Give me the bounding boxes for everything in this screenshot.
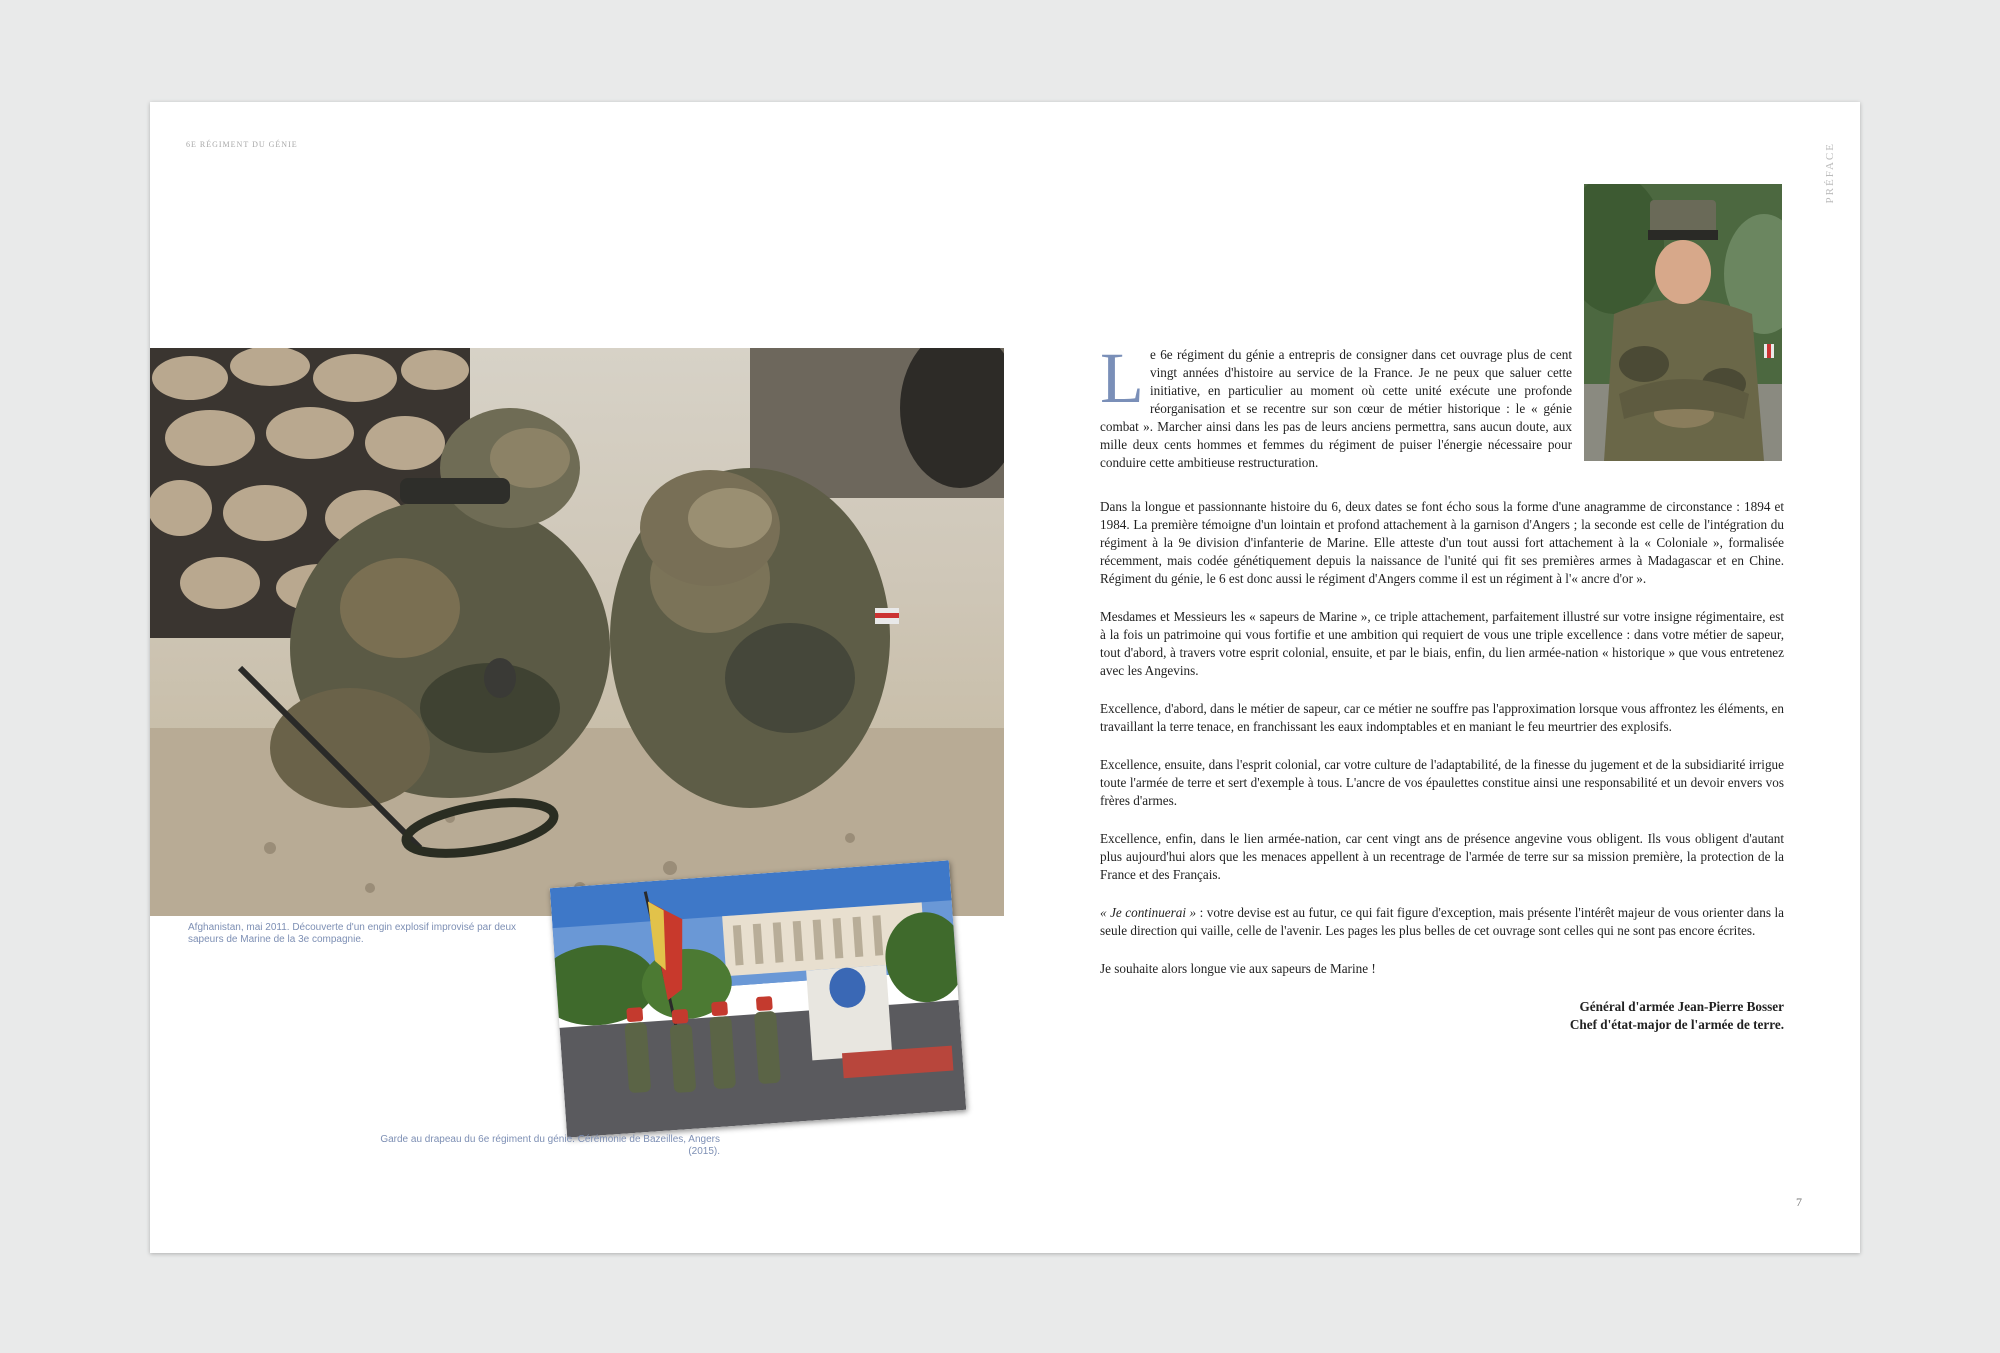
- preface-paragraph-2: Dans la longue et passionnante histoire du 6, deux dates se font écho sous la forme d'une anagramme de circonstance : 1894 et 1984. La première témoigne d'un lointain et profond attachement à la garnison d'Angers ; la seconde est celle de l'intégration du régiment à la 9e division d'infanterie de Marine. Elle atteste d'un tout aussi fort attachement à la « Coloniale », formalisée récemment, mais codée génétiquement depuis la naissance de l'unité qui fit ses premières armes à Madagascar et en Chine. Régiment du génie, le 6 est donc aussi le régiment d'Angers comme il est un régiment à l'« ancre d'or ».: [1100, 499, 1784, 586]
- ceremony-photo-caption: Garde au drapeau du 6e régiment du génie. Cérémonie de Bazeilles, Angers (2015).: [380, 1134, 720, 1157]
- preface-paragraph-6: Excellence, enfin, dans le lien armée-nation, car cent vingt ans de présence angevine vous obligent. Ils vous obligent d'autant plus aujourd'hui alors que les menaces appellent à un recentrage de l'armée de terre sur sa mission première, la protection de la France et des Français.: [1100, 831, 1784, 882]
- signature-name: Général d'armée Jean-Pierre Bosser: [1579, 999, 1784, 1014]
- preface-text: [1100, 338, 1784, 1034]
- signature-title: Chef d'état-major de l'armée de terre.: [1569, 1017, 1784, 1032]
- signature: [1100, 998, 1784, 1034]
- ceremony-photo: [550, 860, 966, 1137]
- preface-paragraph-3: Mesdames et Messieurs les « sapeurs de Marine », ce triple attachement, parfaitement illustré sur votre insigne régimentaire, est à la fois un patrimoine qui vous fortifie et une ambition qui requiert de vous une triple excellence : dans votre métier de sapeur, tout d'abord, à travers votre esprit colonial, ensuite, et par le biais, enfin, du lien armée-nation « historique » que vous entretenez avec les Angevins.: [1100, 609, 1784, 678]
- page-number: 7: [1796, 1195, 1802, 1209]
- section-tab: PRÉFACE: [1824, 142, 1836, 204]
- preface-paragraph-5: Excellence, ensuite, dans l'esprit colonial, car votre culture de l'adaptabilité, de la finesse du jugement et de la subsidiarité irrigue toute l'armée de terre et sert d'exemple à tous. L'ancre de vos épaulettes constitue ainsi une responsabilité et un devoir envers vos frères d'armes.: [1100, 757, 1784, 808]
- drop-cap: L: [1100, 338, 1144, 418]
- running-head: 6E RÉGIMENT DU GÉNIE: [186, 140, 298, 149]
- preface-paragraph-1: Le 6e régiment du génie a entrepris de consigner dans cet ouvrage plus de cent vingt années d'histoire au service de la France. Je ne peux que saluer cette initiative, en particulier au moment où cette unité exécute une profonde réorganisation et se recentre sur son cœur de métier historique : le « génie combat ». Marcher ainsi dans les pas de leurs anciens permettra, sans aucun doute, aux mille deux cents hommes et femmes du régiment de puiser l'énergie nécessaire pour conduire cette ambitieuse restructuration.: [1100, 338, 1572, 470]
- main-photo-caption: Afghanistan, mai 2011. Découverte d'un engin explosif improvisé par deux sapeurs de Marine de la 3e compagnie.: [188, 922, 517, 945]
- regiment-motto: « Je continuerai »: [1100, 905, 1197, 920]
- book-spread: [150, 102, 1860, 1253]
- preface-paragraph-8: Je souhaite alors longue vie aux sapeurs de Marine !: [1100, 961, 1376, 976]
- preface-paragraph-4: Excellence, d'abord, dans le métier de sapeur, car ce métier ne souffre pas l'approximation lorsque vous affrontez les éléments, en travaillant la terre tenace, en franchissant les eaux indomptables et en maniant le feu meurtrier des explosifs.: [1100, 701, 1784, 734]
- soldiers-photo: [150, 348, 1004, 916]
- preface-paragraph-7: « Je continuerai » : votre devise est au futur, ce qui fait figure d'exception, mais présente l'intérêt majeur de vous orienter dans la seule direction qui vaille, celle de l'avenir. Les pages les plus belles de cet ouvrage sont celles qui ne sont pas encore écrites.: [1100, 905, 1784, 938]
